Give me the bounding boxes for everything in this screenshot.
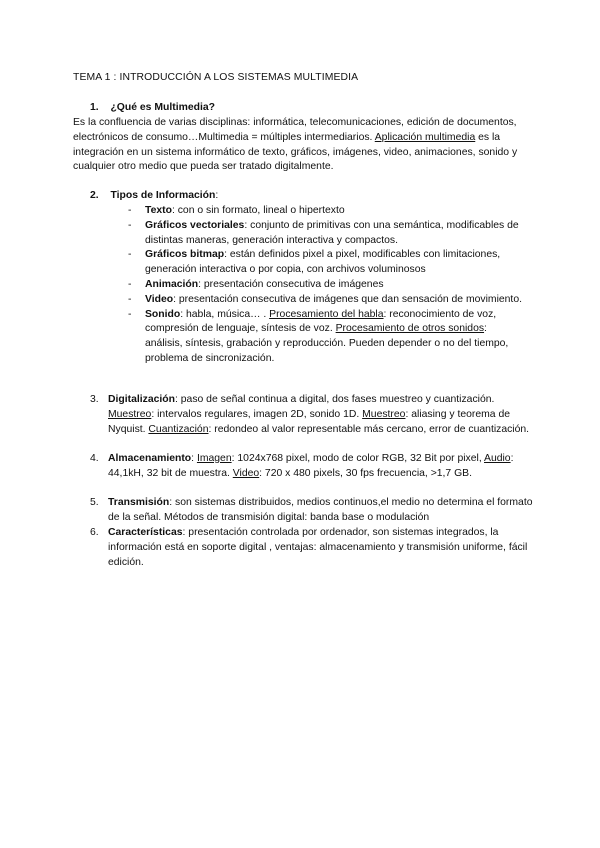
bullet-dash: -: [128, 293, 132, 305]
section-3-text: : intervalos regulares, imagen 2D, sonido 1D.: [151, 408, 363, 420]
section-3: [90, 393, 535, 437]
item-text: : con o sin formato, lineal o hipertexto: [171, 205, 345, 216]
section-6-text: : presentación controlada por ordenador, son sistemas integrados, la información está en soporte digital , ventajas: almacenamiento y transmisión uniforme, fácil edición.: [108, 527, 528, 568]
bullet-dash: -: [128, 308, 132, 320]
section-1-text-b: es la integración en un sistema informático de texto, gráficos, imágenes, video, animaciones, sonido y cualquier otro medio que pueda ser tratado digitalmente.: [73, 131, 518, 173]
section-3-term: Digitalización: [108, 394, 175, 405]
section-2-title: Tipos de Información: [110, 190, 216, 201]
item-term: Animación: [145, 278, 199, 290]
bullet-dash: -: [128, 219, 132, 231]
section-6-term: Características: [108, 527, 183, 538]
section-3-text: : aliasing y teorema de Nyquist.: [108, 408, 511, 435]
section-1-paragraph: [73, 116, 533, 175]
section-1-underlined-term: Aplicación multimedia: [374, 131, 476, 143]
section-4-text: : 44,1kH, 32 bit de muestra.: [108, 453, 514, 479]
item-term: Texto: [145, 205, 172, 216]
section-1-number: 1.: [90, 102, 99, 113]
section-2-colon: :: [215, 190, 219, 201]
section-3-number: 3.: [90, 394, 99, 405]
section-4-number: 4.: [90, 453, 99, 464]
underlined-term: Video: [232, 467, 260, 479]
section-5: [90, 496, 535, 526]
list-item: [128, 219, 525, 249]
section-4-text: : 720 x 480 pixels, 30 fps frecuencia, >1,7 GB.: [259, 467, 473, 479]
underlined-term: Audio: [484, 453, 511, 464]
underlined-term: Procesamiento del habla: [269, 308, 384, 320]
section-4-term: Almacenamiento: [108, 453, 192, 464]
item-term: Gráficos bitmap: [145, 249, 225, 261]
item-term: Gráficos vectoriales: [145, 219, 245, 231]
section-6: [90, 526, 535, 570]
underlined-term: Imagen: [196, 453, 232, 464]
underlined-term: Muestreo: [362, 408, 406, 420]
list-item: [128, 278, 525, 293]
section-5-term: Transmisión: [108, 497, 170, 508]
section-1-heading: [90, 101, 215, 116]
section-2-heading: [90, 189, 218, 204]
item-text: : análisis, síntesis, grabación y reproducción. Pueden depender o no del tiempo, problema de sincronización.: [145, 323, 509, 364]
underlined-term: Procesamiento de otros sonidos: [335, 323, 485, 335]
list-item: [128, 293, 525, 308]
bullet-dash: -: [128, 205, 132, 216]
item-text: : reconocimiento de voz, compresión de lenguaje, síntesis de voz.: [145, 308, 497, 335]
section-4: [90, 452, 535, 482]
section-6-number: 6.: [90, 527, 99, 538]
section-1-title: ¿Qué es Multimedia?: [110, 102, 215, 113]
item-text: : están definidos pixel a pixel, modificables con limitaciones, generación interactiva o por copia, con archivos voluminosos: [145, 249, 501, 276]
section-3-text: : redondeo al valor representable más cercano, error de cuantización.: [208, 423, 530, 435]
information-types-list: [128, 204, 525, 367]
item-text: : conjunto de primitivas con una semántica, modificables de distintas maneras, generación interactiva y compactos.: [145, 219, 519, 246]
document-title: TEMA 1 : INTRODUCCIÓN A LOS SISTEMAS MULTIMEDIA: [73, 72, 359, 83]
list-item-sonido: [128, 308, 525, 367]
item-text: : habla, música… .: [180, 308, 270, 320]
item-text: : presentación consecutiva de imágenes que dan sensación de movimiento.: [173, 293, 522, 305]
item-text: : presentación consecutiva de imágenes: [198, 278, 384, 290]
section-5-number: 5.: [90, 497, 99, 508]
section-4-text: :: [191, 453, 197, 464]
section-3-text: : paso de señal continua a digital, dos fases muestreo y cuantización.: [174, 394, 495, 405]
list-item: [128, 248, 525, 278]
underlined-term: Cuantización: [148, 423, 209, 435]
item-term: Video: [145, 293, 174, 305]
section-5-text: : son sistemas distribuidos, medios continuos,el medio no determina el formato de la señal. Métodos de transmisión digital: banda base o modulación: [108, 497, 533, 523]
bullet-dash: -: [128, 249, 132, 261]
item-term: Sonido: [145, 308, 181, 320]
list-item: [128, 204, 525, 219]
underlined-term: Muestreo: [108, 408, 152, 420]
section-2-number: 2.: [90, 190, 99, 201]
bullet-dash: -: [128, 278, 132, 290]
section-4-text: : 1024x768 pixel, modo de color RGB, 32 Bit por pixel,: [231, 453, 485, 464]
section-1-text-a: Es la confluencia de varias disciplinas: informática, telecomunicaciones, edición de documentos, electrónicos de consumo…Multimedia = múltiples intermediarios.: [73, 117, 517, 143]
